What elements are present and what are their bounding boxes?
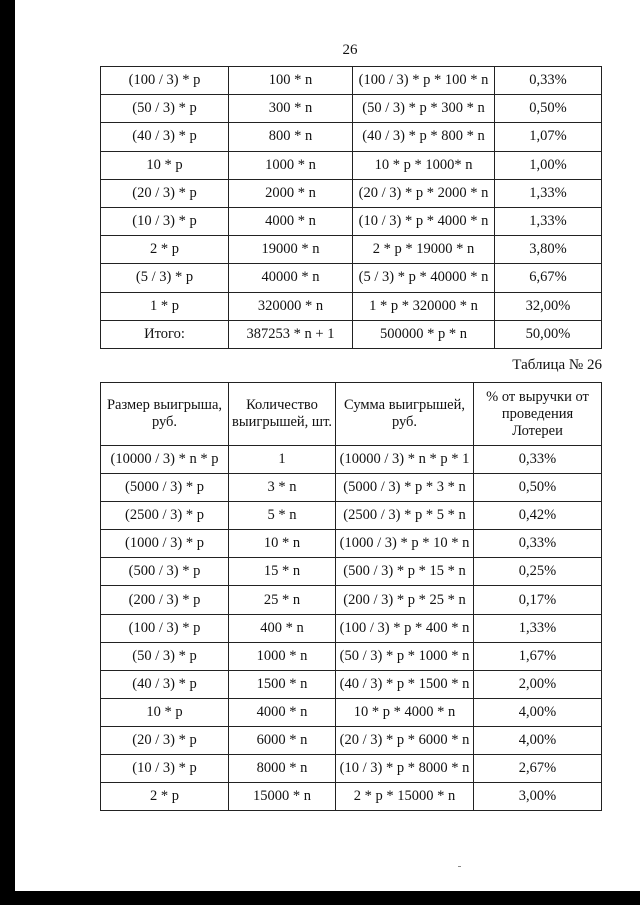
top-table-cell: (50 / 3) * p [101, 95, 229, 123]
table-26-cell: (500 / 3) * p [101, 558, 229, 586]
top-table-row [101, 292, 602, 320]
top-table-row [101, 207, 602, 235]
top-table-cell: (50 / 3) * p * 300 * n [353, 95, 495, 123]
table-26-cell: (2500 / 3) * p * 5 * n [336, 502, 474, 530]
top-table-cell: 800 * n [229, 123, 353, 151]
header-row [101, 383, 602, 446]
top-table-cell: 1 * p * 320000 * n [353, 292, 495, 320]
table-26-cell: 0,25% [474, 558, 602, 586]
top-table-cell: (40 / 3) * p * 800 * n [353, 123, 495, 151]
table-26-cell: 1,33% [474, 614, 602, 642]
table-26-cell: (500 / 3) * p * 15 * n [336, 558, 474, 586]
table-26-cell: (20 / 3) * p * 6000 * n [336, 726, 474, 754]
table-26-row [101, 530, 602, 558]
top-table-row [101, 67, 602, 95]
top-table-cell: 4000 * n [229, 207, 353, 235]
table-26-cell: 15 * n [229, 558, 336, 586]
table-26-cell: 1,67% [474, 642, 602, 670]
table-26-cell: (2500 / 3) * p [101, 502, 229, 530]
table-26-cell: (200 / 3) * p * 25 * n [336, 586, 474, 614]
table-26-cell: 8000 * n [229, 755, 336, 783]
table-26-cell: 0,42% [474, 502, 602, 530]
scan-border-left [0, 0, 15, 905]
table-26-cell: (100 / 3) * p * 400 * n [336, 614, 474, 642]
header-prize-amount: Размер выигрыша, руб. [101, 383, 229, 446]
table-26-cell: (1000 / 3) * p [101, 530, 229, 558]
top-table-cell: (5 / 3) * p * 40000 * n [353, 264, 495, 292]
prize-table-26-header [101, 383, 602, 446]
top-table-cell: 40000 * n [229, 264, 353, 292]
scan-speck [458, 866, 461, 867]
table-26-caption: Таблица № 26 [512, 357, 602, 373]
table-26-cell: (10 / 3) * p * 8000 * n [336, 755, 474, 783]
table-26-cell: 1 [229, 446, 336, 474]
top-table-cell: 1000 * n [229, 151, 353, 179]
prize-table-26 [100, 382, 602, 811]
top-table-row [101, 264, 602, 292]
prize-table-continued [100, 66, 602, 349]
table-26-cell: (20 / 3) * p [101, 726, 229, 754]
table-26-cell: 1500 * n [229, 670, 336, 698]
top-table-cell: 100 * n [229, 67, 353, 95]
top-table-cell: (100 / 3) * p * 100 * n [353, 67, 495, 95]
table-26-cell: (40 / 3) * p [101, 670, 229, 698]
top-table-row [101, 320, 602, 348]
top-table-cell: (20 / 3) * p * 2000 * n [353, 179, 495, 207]
top-table-cell: (10 / 3) * p * 4000 * n [353, 207, 495, 235]
table-26-cell: (10000 / 3) * n * p [101, 446, 229, 474]
top-table-cell: 1,07% [495, 123, 602, 151]
table-26-cell: 4000 * n [229, 698, 336, 726]
table-26-cell: 10 * p * 4000 * n [336, 698, 474, 726]
top-table-cell: 1,33% [495, 179, 602, 207]
prize-table-26-body [101, 446, 602, 811]
top-table-cell: 387253 * n + 1 [229, 320, 353, 348]
table-26-cell: 15000 * n [229, 783, 336, 811]
table-26-row [101, 642, 602, 670]
top-table-cell: 6,67% [495, 264, 602, 292]
table-26-cell: (100 / 3) * p [101, 614, 229, 642]
top-table-cell: 32,00% [495, 292, 602, 320]
prize-table-continued-body [101, 67, 602, 349]
top-table-cell: 0,33% [495, 67, 602, 95]
top-table-cell: 50,00% [495, 320, 602, 348]
top-table-row [101, 179, 602, 207]
table-26-cell: 5 * n [229, 502, 336, 530]
top-table-cell: 2 * p [101, 236, 229, 264]
table-26-cell: 2,00% [474, 670, 602, 698]
table-26-cell: 4,00% [474, 726, 602, 754]
top-table-cell: 1,00% [495, 151, 602, 179]
top-table-cell: (5 / 3) * p [101, 264, 229, 292]
table-26-cell: (40 / 3) * p * 1500 * n [336, 670, 474, 698]
top-table-cell: 10 * p * 1000* n [353, 151, 495, 179]
table-26-cell: 2,67% [474, 755, 602, 783]
table-26-row [101, 698, 602, 726]
top-table-cell: (100 / 3) * p [101, 67, 229, 95]
top-table-row [101, 123, 602, 151]
top-table-cell: 0,50% [495, 95, 602, 123]
top-table-cell: 1 * p [101, 292, 229, 320]
table-26-cell: 10 * n [229, 530, 336, 558]
table-26-cell: 6000 * n [229, 726, 336, 754]
table-26-cell: (5000 / 3) * p * 3 * n [336, 474, 474, 502]
table-26-cell: 0,17% [474, 586, 602, 614]
table-26-cell: (50 / 3) * p * 1000 * n [336, 642, 474, 670]
top-table-cell: 2 * p * 19000 * n [353, 236, 495, 264]
header-revenue-percent: % от выручки от проведения Лотереи [474, 383, 602, 446]
table-26-row [101, 558, 602, 586]
table-26-cell: 1000 * n [229, 642, 336, 670]
top-table-cell: 1,33% [495, 207, 602, 235]
table-26-cell: (200 / 3) * p [101, 586, 229, 614]
table-26-cell: 0,33% [474, 530, 602, 558]
table-26-cell: 3,00% [474, 783, 602, 811]
top-table-cell: 2000 * n [229, 179, 353, 207]
table-26-row [101, 670, 602, 698]
table-26-row [101, 755, 602, 783]
table-26-cell: 25 * n [229, 586, 336, 614]
table-26-row [101, 502, 602, 530]
table-26-cell: 4,00% [474, 698, 602, 726]
table-26-cell: (10000 / 3) * n * p * 1 [336, 446, 474, 474]
top-table-cell: (40 / 3) * p [101, 123, 229, 151]
table-26-cell: (10 / 3) * p [101, 755, 229, 783]
header-prize-count: Количество выигрышей, шт. [229, 383, 336, 446]
page-number: 26 [342, 42, 358, 58]
top-table-cell: (20 / 3) * p [101, 179, 229, 207]
top-table-cell: 19000 * n [229, 236, 353, 264]
header-prize-sum: Сумма выигрышей, руб. [336, 383, 474, 446]
table-26-cell: 400 * n [229, 614, 336, 642]
table-26-cell: 3 * n [229, 474, 336, 502]
top-table-cell: 300 * n [229, 95, 353, 123]
top-table-cell: 500000 * p * n [353, 320, 495, 348]
table-26-row [101, 726, 602, 754]
table-26-cell: (1000 / 3) * p * 10 * n [336, 530, 474, 558]
top-table-row [101, 236, 602, 264]
top-table-cell: 3,80% [495, 236, 602, 264]
top-table-cell: Итого: [101, 320, 229, 348]
table-26-row [101, 614, 602, 642]
table-26-row [101, 446, 602, 474]
top-table-cell: 10 * p [101, 151, 229, 179]
table-26-cell: 0,33% [474, 446, 602, 474]
table-26-cell: 10 * p [101, 698, 229, 726]
table-26-cell: 0,50% [474, 474, 602, 502]
top-table-cell: (10 / 3) * p [101, 207, 229, 235]
top-table-row [101, 95, 602, 123]
table-26-cell: 2 * p [101, 783, 229, 811]
top-table-row [101, 151, 602, 179]
top-table-cell: 320000 * n [229, 292, 353, 320]
table-26-row [101, 474, 602, 502]
table-26-cell: 2 * p * 15000 * n [336, 783, 474, 811]
table-26-row [101, 586, 602, 614]
table-26-cell: (50 / 3) * p [101, 642, 229, 670]
table-26-row [101, 783, 602, 811]
table-26-cell: (5000 / 3) * p [101, 474, 229, 502]
scan-border-bottom [0, 891, 640, 905]
